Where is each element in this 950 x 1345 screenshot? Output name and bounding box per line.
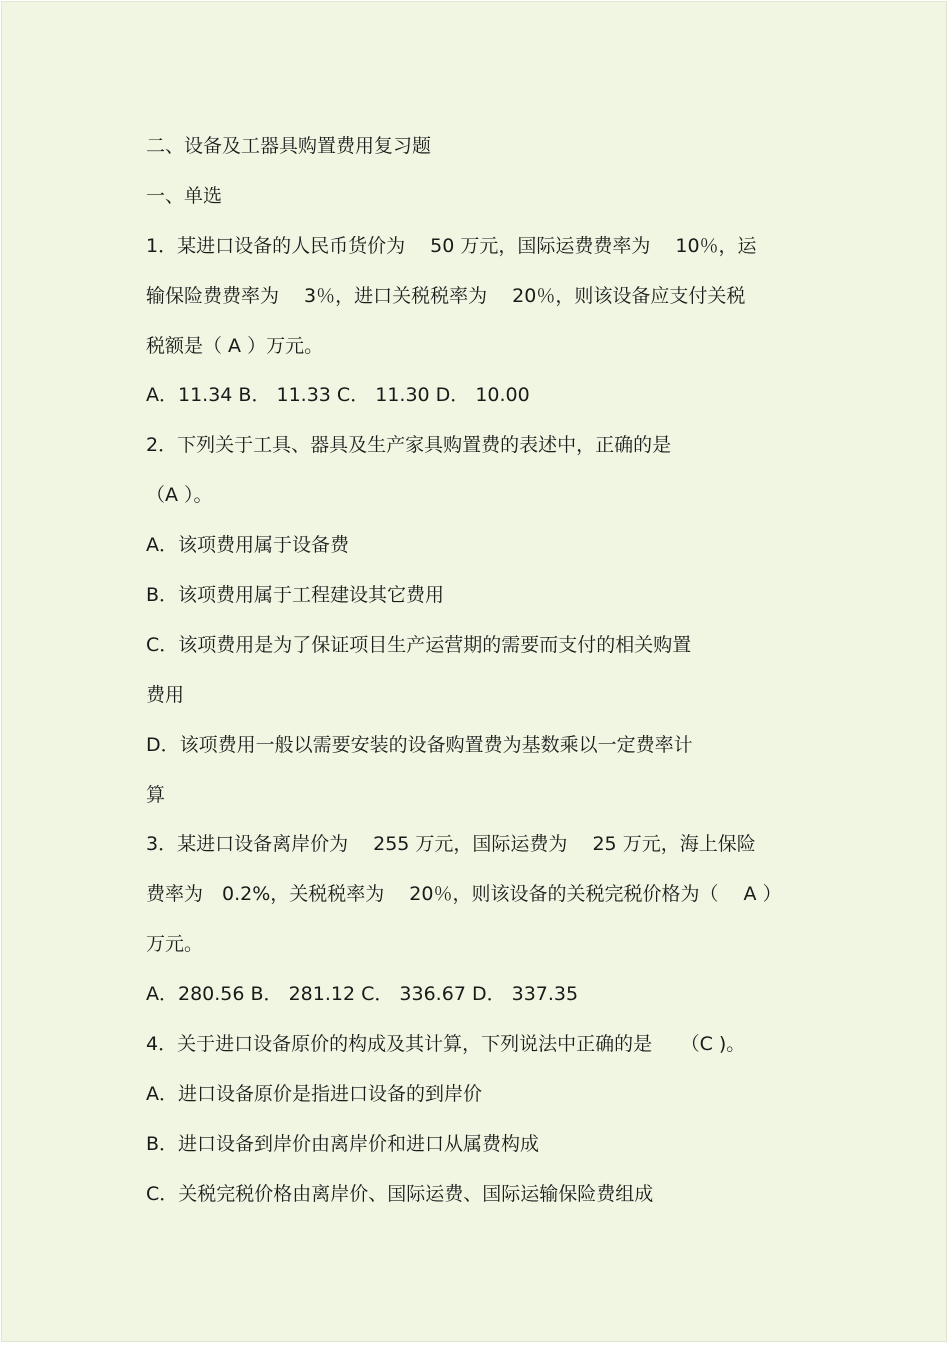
question-1-options: A．11.34 B． 11.33 C． 11.30 D． 10.00 (146, 384, 530, 407)
question-3-options: A．280.56 B． 281.12 C． 336.67 D． 337.35 (146, 983, 579, 1006)
question-1-text: 税额是（ A ）万元。 (146, 334, 324, 357)
document-body (146, 128, 826, 1226)
question-1-text: 输保险费费率为 3％，进口关税税率为 20％，则该设备应支付关税 (146, 284, 746, 307)
question-3-text: 3．某进口设备离岸价为 255 万元，国际运费为 25 万元，海上保险 (146, 833, 756, 856)
section-title: 二、设备及工器具购置费用复习题 (146, 135, 432, 157)
question-2-option-b: B．该项费用属于工程建设其它费用 (146, 584, 445, 607)
document-page (1, 1, 947, 1342)
question-4-option-c: C．关税完税价格由离岸价、国际运费、国际运输保险费组成 (146, 1182, 654, 1205)
question-2-text: 2．下列关于工具、器具及生产家具购置费的表述中，正确的是 (146, 434, 672, 457)
question-3-text: 万元。 (146, 933, 204, 956)
question-1-text: 1．某进口设备的人民币货价为 50 万元，国际运费费率为 10％，运 (146, 234, 757, 257)
question-2-option-d: 算 (146, 783, 166, 806)
question-2-option-c: C．该项费用是为了保证项目生产运营期的需要而支付的相关购置 (146, 633, 692, 656)
question-4-option-a: A．进口设备原价是指进口设备的到岸价 (146, 1082, 482, 1105)
question-4-option-b: B．进口设备到岸价由离岸价和进口从属费构成 (146, 1132, 540, 1155)
question-2-option-d: D．该项费用一般以需要安装的设备购置费为基数乘以一定费率计 (146, 733, 693, 756)
question-3-text: 费率为 0.2%，关税税率为 20％，则该设备的关税完税价格为（ A ） (146, 883, 782, 906)
subsection-title: 一、单选 (146, 184, 223, 207)
question-2-option-c: 费用 (146, 683, 185, 706)
question-2-text: （A ）。 (146, 484, 213, 507)
question-2-option-a: A．该项费用属于设备费 (146, 534, 349, 557)
question-4-text: 4．关于进口设备原价的构成及其计算，下列说法中正确的是 （C )。 (146, 1033, 746, 1056)
